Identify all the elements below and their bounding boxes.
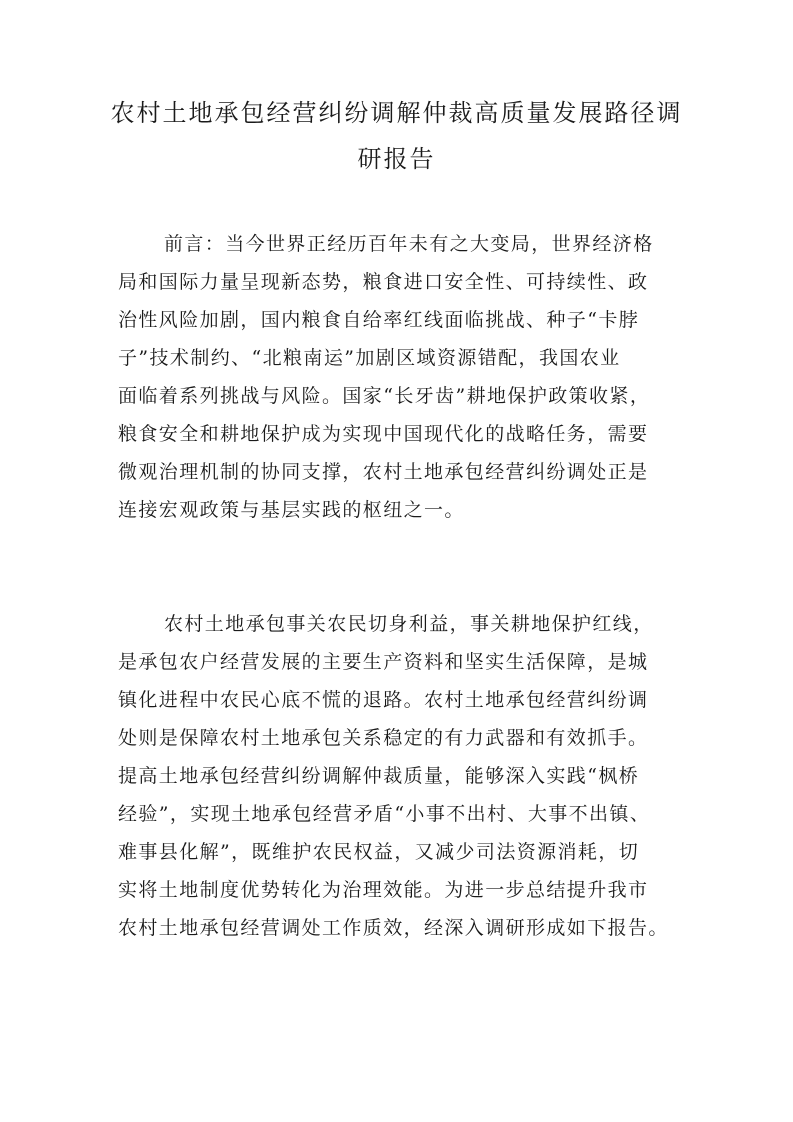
paragraph-2-line-1: 农村土地承包事关农民切身利益，事关耕地保护红线， xyxy=(164,613,654,635)
paragraph-2-line-9: 农村土地承包经营调处工作质效，经深入调研形成如下报告。 xyxy=(118,917,669,939)
paragraph-1-line-6: 粮食安全和耕地保护成为实现中国现代化的战略任务，需要 xyxy=(118,423,649,445)
paragraph-2-line-8: 实将土地制度优势转化为治理效能。为进一步总结提升我市 xyxy=(118,879,649,901)
document-title-line-2: 研报告 xyxy=(357,145,436,173)
paragraph-2-line-2: 是承包农户经营发展的主要生产资料和坚实生活保障，是城 xyxy=(118,651,649,673)
paragraph-1-line-2: 局和国际力量呈现新态势，粮食进口安全性、可持续性、政 xyxy=(118,271,649,293)
paragraph-1-line-1: 前言：当今世界正经历百年未有之大变局，世界经济格 xyxy=(164,233,654,255)
paragraph-1-line-5: 面临着系列挑战与风险。国家“长牙齿”耕地保护政策收紧， xyxy=(118,385,651,407)
paragraph-1-line-3: 治性风险加剧，国内粮食自给率红线面临挑战、种子“卡脖 xyxy=(118,309,640,331)
paragraph-1-line-8: 连接宏观政策与基层实践的枢纽之一。 xyxy=(118,499,465,521)
paragraph-2-line-4: 处则是保障农村土地承包关系稳定的有力武器和有效抓手。 xyxy=(118,727,649,749)
paragraph-2-line-7: 难事县化解”，既维护农民权益，又减少司法资源消耗，切 xyxy=(118,841,640,863)
paragraph-1-line-4: 子”技术制约、“北粮南运”加剧区域资源错配，我国农业 xyxy=(118,347,621,369)
paragraph-2-line-6: 经验”，实现土地承包经营矛盾“小事不出村、大事不出镇、 xyxy=(118,803,651,825)
paragraph-1-line-7: 微观治理机制的协同支撑，农村土地承包经营纠纷调处正是 xyxy=(118,461,649,483)
paragraph-2-line-3: 镇化进程中农民心底不慌的退路。农村土地承包经营纠纷调 xyxy=(118,689,649,711)
document-title-line-1: 农村土地承包经营纠纷调解仲裁高质量发展路径调 xyxy=(110,99,683,127)
paragraph-2-line-5: 提高土地承包经营纠纷调解仲裁质量，能够深入实践“枫桥 xyxy=(118,765,640,787)
